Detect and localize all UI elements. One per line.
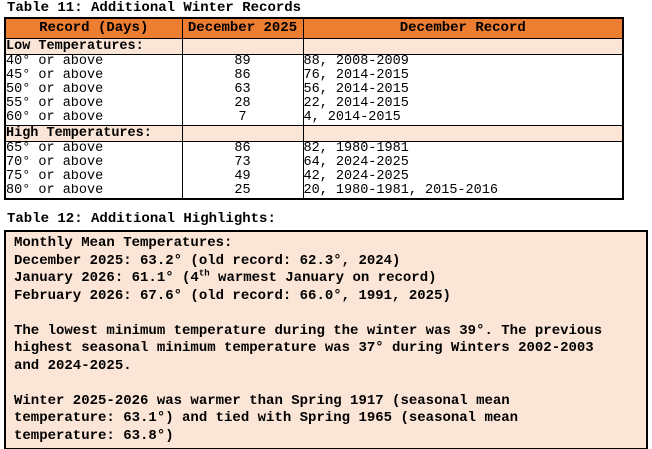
december-2025-value: 86	[182, 142, 303, 157]
december-2025-value: 7	[182, 111, 303, 126]
december-record-value: 76, 2014-2015	[303, 69, 623, 83]
december-2025-value: 86	[182, 69, 303, 83]
december-2025-value: 73	[182, 156, 303, 170]
record-label: 65° or above	[5, 142, 182, 157]
december-record-value: 88, 2008-2009	[303, 55, 623, 70]
highlight-line-winter-comparison-3: temperature: 63.8°)	[14, 427, 174, 444]
december-record-value: 42, 2024-2025	[303, 170, 623, 184]
blank-line	[14, 305, 642, 323]
december-record-value: 22, 2014-2015	[303, 97, 623, 111]
section-label: Low Temperatures:	[5, 39, 182, 55]
highlight-line-winter-comparison-2: temperature: 63.1°) and tied with Spring 1965 (seasonal mean	[14, 410, 519, 426]
highlight-line-monthly-mean-heading: Monthly Mean Temperatures:	[14, 235, 233, 251]
cell-empty	[182, 126, 303, 142]
record-label: 80° or above	[5, 184, 182, 199]
column-header-december-2025: December 2025	[182, 18, 303, 39]
section-row-low-temperatures	[5, 39, 623, 55]
december-2025-value: 25	[182, 184, 303, 199]
highlight-line-lowest-minimum-2: highest seasonal minimum temperature was 37° during Winters 2002-2003	[14, 340, 594, 356]
record-label: 70° or above	[5, 156, 182, 170]
record-label: 40° or above	[5, 55, 182, 70]
section-label: High Temperatures:	[5, 126, 182, 142]
record-row-50-or-above	[5, 83, 623, 97]
highlight-line-february-mean: February 2026: 67.6° (old record: 66.0°, 1991, 2025)	[14, 287, 451, 304]
column-header-record-days: Record (Days)	[5, 18, 182, 39]
winter-records-table	[4, 17, 624, 200]
cell-empty	[182, 39, 303, 55]
table12-title: Table 12: Additional Highlights:	[7, 211, 276, 227]
highlight-line-december-mean: December 2025: 63.2° (old record: 62.3°, 2024)	[14, 252, 401, 269]
record-label: 55° or above	[5, 97, 182, 111]
record-row-55-or-above	[5, 97, 623, 111]
column-header-december-record: December Record	[303, 18, 623, 39]
december-record-value: 56, 2014-2015	[303, 83, 623, 97]
record-label: 50° or above	[5, 83, 182, 97]
highlight-line-winter-comparison-1: Winter 2025-2026 was warmer than Spring 1917 (seasonal mean	[14, 392, 510, 409]
highlight-line-lowest-minimum-3: and 2024-2025.	[14, 357, 132, 374]
blank-line	[14, 375, 642, 393]
highlight-line-january-mean	[14, 270, 642, 288]
cell-empty	[303, 126, 623, 142]
december-2025-value: 28	[182, 97, 303, 111]
line-text-pre: January 2026: 61.1° (4	[14, 270, 199, 286]
december-2025-value: 63	[182, 83, 303, 97]
highlights-box	[4, 230, 648, 449]
ordinal-superscript: th	[198, 268, 210, 279]
cell-empty	[303, 39, 623, 55]
december-record-value: 4, 2014-2015	[303, 111, 623, 126]
record-row-70-or-above	[5, 156, 623, 170]
record-row-60-or-above	[5, 111, 623, 126]
record-label: 45° or above	[5, 69, 182, 83]
record-row-40-or-above	[5, 55, 623, 70]
record-row-45-or-above	[5, 69, 623, 83]
record-row-80-or-above	[5, 184, 623, 199]
line-text-post: warmest January on record)	[209, 270, 437, 286]
record-label: 75° or above	[5, 170, 182, 184]
document-page	[0, 1, 652, 449]
december-record-value: 82, 1980-1981	[303, 142, 623, 157]
highlight-line-lowest-minimum-1: The lowest minimum temperature during the winter was 39°. The previous	[14, 322, 603, 339]
section-row-high-temperatures	[5, 126, 623, 142]
record-label: 60° or above	[5, 111, 182, 126]
december-2025-value: 89	[182, 55, 303, 70]
table11-title: Table 11: Additional Winter Records	[7, 0, 302, 16]
record-row-65-or-above	[5, 142, 623, 157]
december-2025-value: 49	[182, 170, 303, 184]
table11-header-row	[5, 18, 623, 39]
december-record-value: 64, 2024-2025	[303, 156, 623, 170]
december-record-value: 20, 1980-1981, 2015-2016	[303, 184, 623, 199]
record-row-75-or-above	[5, 170, 623, 184]
